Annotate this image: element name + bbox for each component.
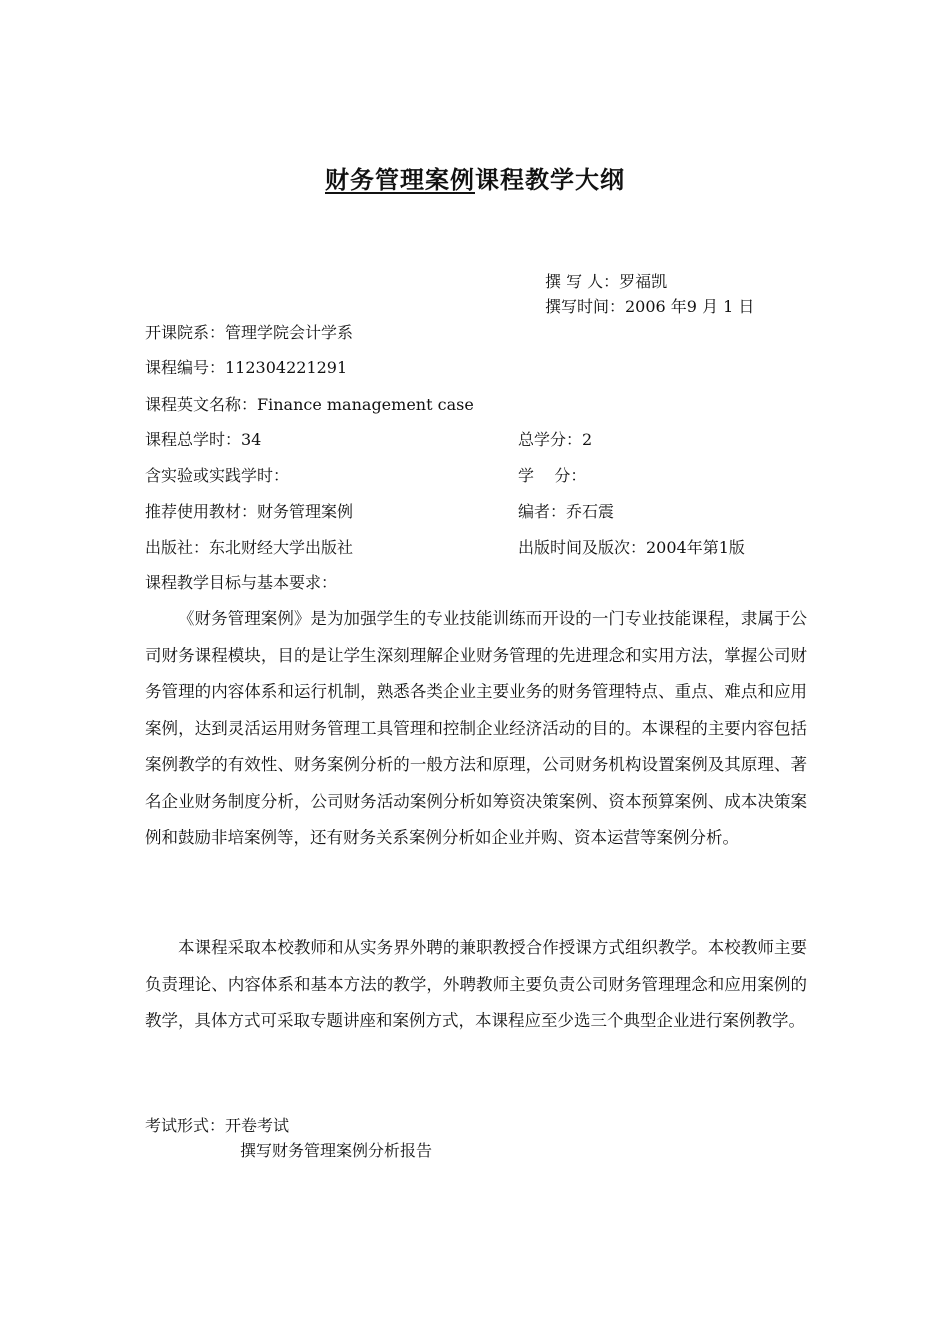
course-code-line: 课程编号：112304221291 — [145, 358, 348, 377]
exam-form-line: 考试形式：开卷考试 — [145, 1116, 290, 1135]
objectives-heading: 课程教学目标与基本要求： — [145, 573, 338, 592]
total-credits-line: 总学分：2 — [518, 430, 593, 449]
credits-line: 学 分： — [518, 466, 587, 485]
title-course-name: 财务管理案例 — [325, 166, 475, 194]
document-title — [0, 160, 950, 195]
department-line: 开课院系：管理学院会计学系 — [145, 323, 354, 342]
english-name-line: 课程英文名称：Finance management case — [145, 395, 474, 414]
total-hours-line: 课程总学时：34 — [145, 430, 262, 449]
objectives-paragraph-1: 《财务管理案例》是为加强学生的专业技能训练而开设的一门专业技能课程，隶属于公司财务课程模块，目的是让学生深刻理解企业财务管理的先进理念和实用方法，掌握公司财务管理的内容体系和运行机制，熟悉各类企业主要业务的财务管理特点、重点、难点和应用案例，达到灵活运用财务管理工具管理和控制企业经济活动的目的。本课程的主要内容包括案例教学的有效性、财务案例分析的一般方法和原理，公司财务机构设置案例及其原理、著名企业财务制度分析，公司财务活动案例分析如筹资决策案例、资本预算案例、成本决策案例和鼓励非培案例等，还有财务关系案例分析如企业并购、资本运营等案例分析。 — [145, 609, 807, 847]
textbook-line: 推荐使用教材：财务管理案例 — [145, 502, 354, 521]
objectives-paragraph-2: 本课程采取本校教师和从实务界外聘的兼职教授合作授课方式组织教学。本校教师主要负责理论、内容体系和基本方法的教学，外聘教师主要负责公司财务管理理念和应用案例的教学，具体方式可采取专题讲座和案例方式，本课程应至少选三个典型企业进行案例教学。 — [145, 938, 807, 1030]
title-suffix: 课程教学大纲 — [475, 166, 625, 194]
date-line: 撰写时间：2006 年9 月 1 日 — [545, 297, 755, 316]
editor-line: 编者：乔石震 — [518, 502, 615, 521]
publisher-line: 出版社：东北财经大学出版社 — [145, 538, 354, 557]
exam-detail-line: 撰写财务管理案例分析报告 — [240, 1141, 433, 1160]
edition-line: 出版时间及版次：2004年第1版 — [518, 538, 745, 557]
author-line: 撰 写 人：罗福凯 — [545, 272, 668, 291]
practice-hours-line: 含实验或实践学时： — [145, 466, 290, 485]
